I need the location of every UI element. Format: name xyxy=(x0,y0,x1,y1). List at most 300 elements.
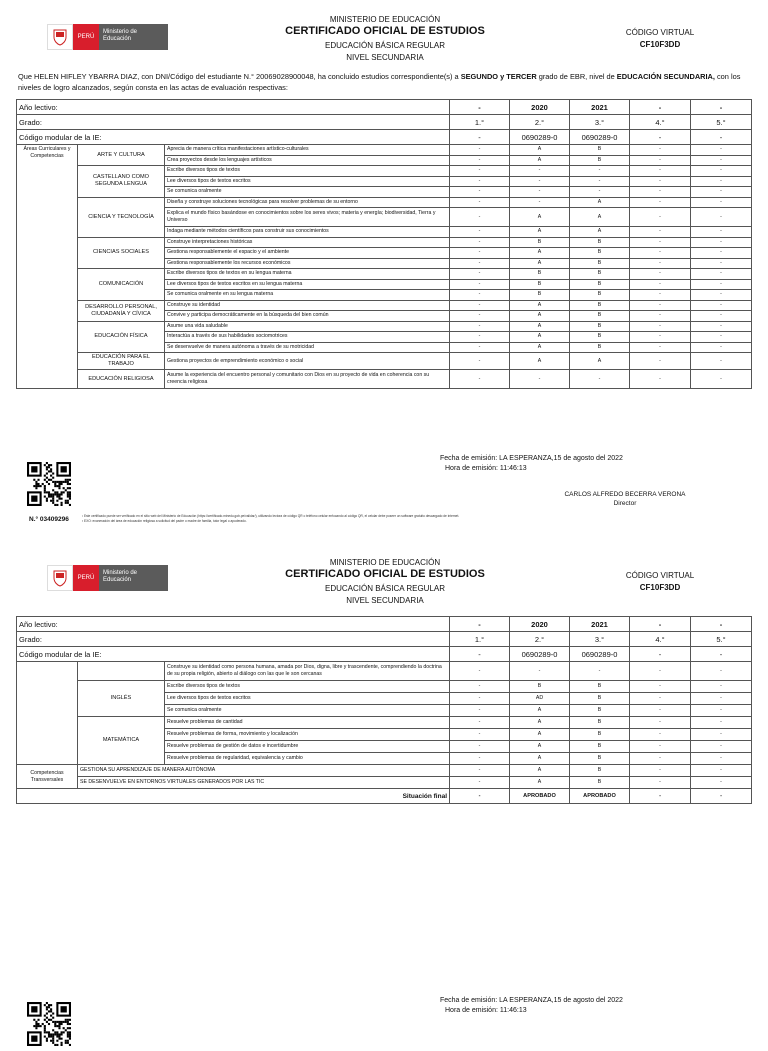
logo-ministry-text: Ministerio de Educación xyxy=(99,565,168,591)
grade-cell: B xyxy=(570,765,630,777)
table-row xyxy=(17,777,752,789)
grade-cell: - xyxy=(450,332,510,343)
qr-code-icon xyxy=(27,462,71,506)
emission-date: LA ESPERANZA,15 de agosto del 2022 xyxy=(499,997,623,1004)
grade-cell: A xyxy=(510,717,570,729)
grade-cell: - xyxy=(630,741,691,753)
grade-cell: B xyxy=(570,248,630,259)
grade-cell: - xyxy=(450,777,510,789)
grade-cell: - xyxy=(450,279,510,290)
grade-cell: - xyxy=(691,176,752,187)
grade-cell: B xyxy=(570,753,630,765)
header-row-label: Código modular de la IE: xyxy=(17,647,450,662)
competency-text: Se comunica oralmente xyxy=(165,187,450,198)
header-row-value: 2.° xyxy=(510,632,570,647)
grade-cell: B xyxy=(570,237,630,248)
final-status: APROBADO xyxy=(570,789,630,804)
grade-cell: - xyxy=(630,155,691,166)
competency-text: Escribe diversos tipos de textos xyxy=(165,166,450,177)
grade-cell: - xyxy=(450,342,510,353)
grade-cell: - xyxy=(630,248,691,259)
table-row xyxy=(17,353,752,370)
grade-cell: B xyxy=(570,717,630,729)
virtual-code xyxy=(600,571,720,592)
competency-text: Asume una vida saludable xyxy=(165,321,450,332)
virtual-code xyxy=(600,28,720,49)
header-row xyxy=(17,647,752,662)
grade-cell: - xyxy=(450,208,510,227)
competency-text: Crea proyectos desde los lenguajes artísticos xyxy=(165,155,450,166)
grade-cell: - xyxy=(691,248,752,259)
grade-cell: A xyxy=(570,208,630,227)
grade-cell: B xyxy=(570,155,630,166)
table-row xyxy=(17,662,752,681)
grade-cell: - xyxy=(691,290,752,301)
header-row-value: 1.° xyxy=(450,115,510,130)
emission-time-label: Hora de emisión: xyxy=(445,465,498,472)
grade-cell: - xyxy=(450,227,510,238)
grade-cell: A xyxy=(510,227,570,238)
grade-cell: - xyxy=(691,332,752,343)
grade-cell: - xyxy=(691,753,752,765)
header-row-value: - xyxy=(691,130,752,145)
certificate-header xyxy=(230,15,540,62)
grade-cell: A xyxy=(510,145,570,156)
grade-cell: - xyxy=(691,227,752,238)
grade-cell: - xyxy=(691,269,752,280)
emission-info xyxy=(440,454,623,474)
header-row-value: 2020 xyxy=(510,100,570,115)
header-row-value: 3.° xyxy=(570,632,630,647)
grade-cell: - xyxy=(450,166,510,177)
competency-text: Diseña y construye soluciones tecnológicas para resolver problemas de su entorno xyxy=(165,197,450,208)
table-row xyxy=(17,681,752,693)
grades-table-2 xyxy=(16,616,752,804)
grade-cell: - xyxy=(450,662,510,681)
header-row-value: 2021 xyxy=(570,100,630,115)
grade-cell: - xyxy=(691,342,752,353)
competency-text: Resuelve problemas de gestión de datos e incertidumbre xyxy=(165,741,450,753)
table-row xyxy=(17,145,752,156)
grade-cell: - xyxy=(691,777,752,789)
header-row-value: 0690289-0 xyxy=(510,130,570,145)
virtual-code-label: CÓDIGO VIRTUAL xyxy=(625,28,695,37)
header-row-label: Año lectivo: xyxy=(17,100,450,115)
area-name: EDUCACIÓN FÍSICA xyxy=(78,321,165,353)
grade-cell: - xyxy=(450,155,510,166)
grade-cell: - xyxy=(630,269,691,280)
grade-cell: - xyxy=(630,311,691,322)
table-row xyxy=(17,321,752,332)
grade-cell: A xyxy=(510,300,570,311)
grade-cell: - xyxy=(450,729,510,741)
grade-cell: - xyxy=(450,176,510,187)
grade-cell: B xyxy=(570,269,630,280)
competency-text: Explica el mundo físico basándose en conocimientos sobre los seres vivos; materia y energía; biodiversidad, Tierra y Universo xyxy=(165,208,450,227)
virtual-code-value: CF10F3DD xyxy=(639,40,681,49)
area-name: CIENCIAS SOCIALES xyxy=(78,237,165,269)
certificate-title: CERTIFICADO OFICIAL DE ESTUDIOS xyxy=(285,25,485,37)
grade-cell: - xyxy=(450,370,510,389)
area-name: INGLÉS xyxy=(78,681,165,717)
final-status: - xyxy=(691,789,752,804)
grade-cell: - xyxy=(450,145,510,156)
header-row-value: - xyxy=(691,100,752,115)
header-row xyxy=(17,100,752,115)
table-row xyxy=(17,370,752,389)
grade-cell: - xyxy=(570,662,630,681)
table-row xyxy=(17,765,752,777)
grade-cell: - xyxy=(691,353,752,370)
areas-header: Áreas Curriculares y Competencias xyxy=(17,145,78,389)
grade-cell: A xyxy=(510,342,570,353)
final-label: Situación final xyxy=(17,789,450,804)
final-row xyxy=(17,789,752,804)
grade-cell: - xyxy=(630,187,691,198)
intro-text-2: grado de EBR, nivel de xyxy=(536,72,617,81)
grade-cell: A xyxy=(510,705,570,717)
grade-cell: - xyxy=(630,279,691,290)
header-row-value: - xyxy=(450,617,510,632)
grade-cell: - xyxy=(450,765,510,777)
competency-text: Construye interpretaciones históricas xyxy=(165,237,450,248)
intro-text-3: con los niveles de logro alcanzados, según consta en las actas de evaluación respectivas: xyxy=(18,72,741,92)
header-row-value: 2.° xyxy=(510,115,570,130)
grade-cell: - xyxy=(570,370,630,389)
grade-cell: B xyxy=(570,705,630,717)
header-row-value: 3.° xyxy=(570,115,630,130)
emission-date-label: Fecha de emisión: xyxy=(440,455,498,462)
header-row-value: 0690289-0 xyxy=(570,130,630,145)
grade-cell: - xyxy=(630,290,691,301)
grade-cell: - xyxy=(450,753,510,765)
grade-cell: - xyxy=(450,248,510,259)
grade-cell: B xyxy=(510,269,570,280)
grade-cell: - xyxy=(691,300,752,311)
logo-peru-text: PERÚ xyxy=(73,24,99,50)
director-title: Director xyxy=(613,500,637,507)
grade-cell: - xyxy=(630,729,691,741)
grade-cell: - xyxy=(450,258,510,269)
grade-cell: AD xyxy=(510,693,570,705)
competency-text: Interactúa a través de sus habilidades sociomotrices xyxy=(165,332,450,343)
intro-text-1: Que HELEN HIFLEY YBARRA DIAZ, con DNI/Código del estudiante N.° 20069028900048, ha concluido estudios correspondiente(s) a xyxy=(18,72,461,81)
header-row-value: - xyxy=(691,647,752,662)
grade-cell: - xyxy=(450,237,510,248)
header-row-value: 0690289-0 xyxy=(570,647,630,662)
competency-text: Gestiona responsablemente los recursos económicos xyxy=(165,258,450,269)
header-row-value: 2020 xyxy=(510,617,570,632)
grade-cell: B xyxy=(570,321,630,332)
grade-cell: B xyxy=(570,332,630,343)
grade-cell: B xyxy=(570,300,630,311)
grade-cell: - xyxy=(691,166,752,177)
certificate-title: CERTIFICADO OFICIAL DE ESTUDIOS xyxy=(285,568,485,580)
header-row-label: Código modular de la IE: xyxy=(17,130,450,145)
grade-cell: - xyxy=(630,705,691,717)
grade-cell: A xyxy=(510,741,570,753)
competency-text: Gestiona responsablemente el espacio y el ambiente xyxy=(165,248,450,259)
grade-cell: - xyxy=(630,258,691,269)
header-row xyxy=(17,130,752,145)
grade-cell: - xyxy=(691,681,752,693)
grade-cell: B xyxy=(510,279,570,290)
grade-cell: - xyxy=(691,311,752,322)
grade-cell: - xyxy=(630,166,691,177)
grade-cell: B xyxy=(570,279,630,290)
grade-cell: - xyxy=(630,176,691,187)
final-status: - xyxy=(450,789,510,804)
table-row xyxy=(17,717,752,729)
grade-cell: A xyxy=(510,248,570,259)
grade-cell: A xyxy=(510,321,570,332)
grade-cell: - xyxy=(630,227,691,238)
area-name: ARTE Y CULTURA xyxy=(78,145,165,166)
certificate-subtitle: EDUCACIÓN BÁSICA REGULAR xyxy=(324,584,446,593)
emission-time-label: Hora de emisión: xyxy=(445,1007,498,1014)
grade-cell: B xyxy=(570,311,630,322)
area-name: EDUCACIÓN RELIGIOSA xyxy=(78,370,165,389)
grade-cell: - xyxy=(630,765,691,777)
grade-cell: - xyxy=(691,370,752,389)
emission-time: 11:46:13 xyxy=(499,1007,527,1014)
header-row-value: 4.° xyxy=(630,115,691,130)
certificate-header xyxy=(230,558,540,605)
grade-cell: - xyxy=(691,258,752,269)
grade-cell: - xyxy=(691,197,752,208)
grade-cell: - xyxy=(450,290,510,301)
area-name: CASTELLANO COMO SEGUNDA LENGUA xyxy=(78,166,165,198)
final-status: APROBADO xyxy=(510,789,570,804)
competency-text: Lee diversos tipos de textos escritos en su lengua materna xyxy=(165,279,450,290)
header-row-value: 2021 xyxy=(570,617,630,632)
grade-cell: - xyxy=(450,269,510,280)
header-row-label: Año lectivo: xyxy=(17,617,450,632)
certificate-page-2 xyxy=(0,535,768,1024)
grade-cell: A xyxy=(510,353,570,370)
grade-cell: A xyxy=(510,311,570,322)
grade-cell: - xyxy=(630,321,691,332)
grade-cell: A xyxy=(570,197,630,208)
header-row-value: - xyxy=(630,130,691,145)
grade-cell: - xyxy=(450,187,510,198)
grade-cell: A xyxy=(510,332,570,343)
grade-cell: - xyxy=(691,155,752,166)
grade-cell: - xyxy=(630,717,691,729)
grade-cell: - xyxy=(450,705,510,717)
competency-text: Resuelve problemas de forma, movimiento y localización xyxy=(165,729,450,741)
certificate-subtitle: EDUCACIÓN BÁSICA REGULAR xyxy=(324,41,446,50)
competency-text: Asume la experiencia del encuentro personal y comunitario con Dios en su proyecto de vida en coherencia con su creencia religiosa xyxy=(165,370,450,389)
grades-table-1 xyxy=(16,99,752,389)
grade-cell: - xyxy=(691,279,752,290)
minedu-logo xyxy=(47,24,168,50)
grade-cell: B xyxy=(570,290,630,301)
competency-text: SE DESENVUELVE EN ENTORNOS VIRTUALES GENERADOS POR LAS TIC xyxy=(78,777,450,789)
header-row-value: - xyxy=(691,617,752,632)
grade-cell: - xyxy=(691,729,752,741)
grade-cell: - xyxy=(510,370,570,389)
competency-text: Lee diversos tipos de textos escritos xyxy=(165,176,450,187)
competency-text: Se comunica oralmente en su lengua materna xyxy=(165,290,450,301)
certificate-level: NIVEL SECUNDARIA xyxy=(346,53,424,62)
grade-cell: B xyxy=(570,681,630,693)
grade-cell: - xyxy=(450,741,510,753)
grade-cell: A xyxy=(510,155,570,166)
virtual-code-label: CÓDIGO VIRTUAL xyxy=(625,571,695,580)
grade-cell: - xyxy=(630,197,691,208)
emission-time: 11:46:13 xyxy=(499,465,527,472)
ministry-name: MINISTERIO DE EDUCACIÓN xyxy=(329,15,441,24)
grade-cell: B xyxy=(570,741,630,753)
coat-of-arms-icon xyxy=(47,24,73,50)
header-row xyxy=(17,617,752,632)
director-signature xyxy=(540,490,710,508)
grade-cell: - xyxy=(510,197,570,208)
grade-cell: - xyxy=(450,321,510,332)
competency-text: Se comunica oralmente xyxy=(165,705,450,717)
grade-cell: B xyxy=(510,237,570,248)
header-row xyxy=(17,632,752,647)
grade-cell: - xyxy=(691,705,752,717)
grade-cell: - xyxy=(630,237,691,248)
grade-cell: B xyxy=(570,145,630,156)
grade-cell: - xyxy=(510,187,570,198)
minedu-logo xyxy=(47,565,168,591)
grade-cell: - xyxy=(450,693,510,705)
grade-cell: - xyxy=(450,681,510,693)
competency-text: Resuelve problemas de cantidad xyxy=(165,717,450,729)
coat-of-arms-icon xyxy=(47,565,73,591)
competency-text: Escribe diversos tipos de textos xyxy=(165,681,450,693)
area-name xyxy=(78,662,165,681)
grade-cell: - xyxy=(450,197,510,208)
grade-cell: - xyxy=(630,753,691,765)
grade-cell: - xyxy=(630,370,691,389)
header-row-value: 4.° xyxy=(630,632,691,647)
grade-cell: - xyxy=(570,176,630,187)
header-row-value: - xyxy=(450,647,510,662)
grade-cell: - xyxy=(570,166,630,177)
header-row-value: 5.° xyxy=(691,115,752,130)
emission-info xyxy=(440,996,623,1016)
emission-date-label: Fecha de emisión: xyxy=(440,997,498,1004)
grade-cell: - xyxy=(510,176,570,187)
header-row-label: Grado: xyxy=(17,632,450,647)
area-name: EDUCACIÓN PARA EL TRABAJO xyxy=(78,353,165,370)
competency-text: Construye su identidad como persona humana, amada por Dios, digna, libre y trascendente, comprendiendo la doctrina de su propia religión, abierto al diálogo con las que le son cercanas xyxy=(165,662,450,681)
serial-number: N.° 03409296 xyxy=(29,516,69,523)
header-row-label: Grado: xyxy=(17,115,450,130)
grade-cell: - xyxy=(691,765,752,777)
grade-cell: B xyxy=(570,693,630,705)
area-name: MATEMÁTICA xyxy=(78,717,165,765)
grade-cell: - xyxy=(630,342,691,353)
grade-cell: - xyxy=(691,693,752,705)
grade-cell: - xyxy=(450,311,510,322)
header-row-value: - xyxy=(450,100,510,115)
grade-cell: - xyxy=(630,353,691,370)
competency-text: Lee diversos tipos de textos escritos xyxy=(165,693,450,705)
competency-text: Escribe diversos tipos de textos en su lengua materna xyxy=(165,269,450,280)
grade-cell: - xyxy=(630,332,691,343)
grade-cell: - xyxy=(691,662,752,681)
grade-cell: - xyxy=(450,353,510,370)
competency-text: Aprecia de manera crítica manifestaciones artístico-culturales xyxy=(165,145,450,156)
director-name: CARLOS ALFREDO BECERRA VERONA xyxy=(564,491,686,498)
emission-date: LA ESPERANZA,15 de agosto del 2022 xyxy=(499,455,623,462)
table-row xyxy=(17,166,752,177)
header-row xyxy=(17,115,752,130)
grade-cell: - xyxy=(630,693,691,705)
grade-cell: - xyxy=(630,300,691,311)
footnote-1: ¹ Este certificado puede ser verificado en el sitio web del Ministerio de Educación (https://certificado.minedu.gob.pe/validar/), utilizando lectora de código QR o teléfono celular enfocando al código QR, el celular debe poseer un software gratuito descargado de internet. xyxy=(82,514,460,518)
grade-cell: B xyxy=(570,258,630,269)
header-row-value: - xyxy=(630,647,691,662)
grade-cell: A xyxy=(570,353,630,370)
footnotes xyxy=(82,514,682,523)
table-row xyxy=(17,300,752,311)
competency-text: GESTIONA SU APRENDIZAJE DE MANERA AUTÓNOMA xyxy=(78,765,450,777)
transversal-label: Competencias Transversales xyxy=(17,765,78,789)
grade-cell: - xyxy=(691,145,752,156)
grade-cell: B xyxy=(510,290,570,301)
header-row-value: - xyxy=(630,100,691,115)
final-status: - xyxy=(630,789,691,804)
header-row-value: - xyxy=(630,617,691,632)
qr-code-icon xyxy=(27,1002,71,1046)
grade-cell: - xyxy=(510,166,570,177)
virtual-code-value: CF10F3DD xyxy=(639,583,681,592)
grade-cell: - xyxy=(630,777,691,789)
areas-column-cont xyxy=(17,662,78,765)
intro-paragraph xyxy=(18,71,750,93)
intro-grades: SEGUNDO y TERCER xyxy=(460,72,537,81)
grade-cell: - xyxy=(691,321,752,332)
grade-cell: - xyxy=(630,145,691,156)
header-row-value: - xyxy=(450,130,510,145)
grade-cell: A xyxy=(510,777,570,789)
grade-cell: - xyxy=(450,717,510,729)
grade-cell: - xyxy=(570,187,630,198)
grade-cell: - xyxy=(691,187,752,198)
logo-peru-text: PERÚ xyxy=(73,565,99,591)
grade-cell: A xyxy=(510,765,570,777)
ministry-name: MINISTERIO DE EDUCACIÓN xyxy=(329,558,441,567)
grade-cell: B xyxy=(570,729,630,741)
grade-cell: - xyxy=(630,681,691,693)
footnote-2: ² EXO: exoneración del área de educación religiosa a solicitud del padre o madre de familia, tutor legal o apoderado. xyxy=(82,518,247,523)
grade-cell: B xyxy=(570,777,630,789)
header-row-value: 0690289-0 xyxy=(510,647,570,662)
header-row-value: 1.° xyxy=(450,632,510,647)
grade-cell: - xyxy=(630,208,691,227)
grade-cell: - xyxy=(630,662,691,681)
competency-text: Resuelve problemas de regularidad, equivalencia y cambio xyxy=(165,753,450,765)
grade-cell: A xyxy=(570,227,630,238)
intro-level: EDUCACIÓN SECUNDARIA, xyxy=(616,72,715,81)
table-row xyxy=(17,269,752,280)
area-name: CIENCIA Y TECNOLOGÍA xyxy=(78,197,165,237)
grade-cell: A xyxy=(510,729,570,741)
header-row-value: 5.° xyxy=(691,632,752,647)
area-name: DESARROLLO PERSONAL, CIUDADANÍA Y CÍVICA xyxy=(78,300,165,321)
area-name: COMUNICACIÓN xyxy=(78,269,165,301)
grade-cell: - xyxy=(450,300,510,311)
grade-cell: - xyxy=(691,208,752,227)
grade-cell: - xyxy=(691,717,752,729)
table-row xyxy=(17,197,752,208)
